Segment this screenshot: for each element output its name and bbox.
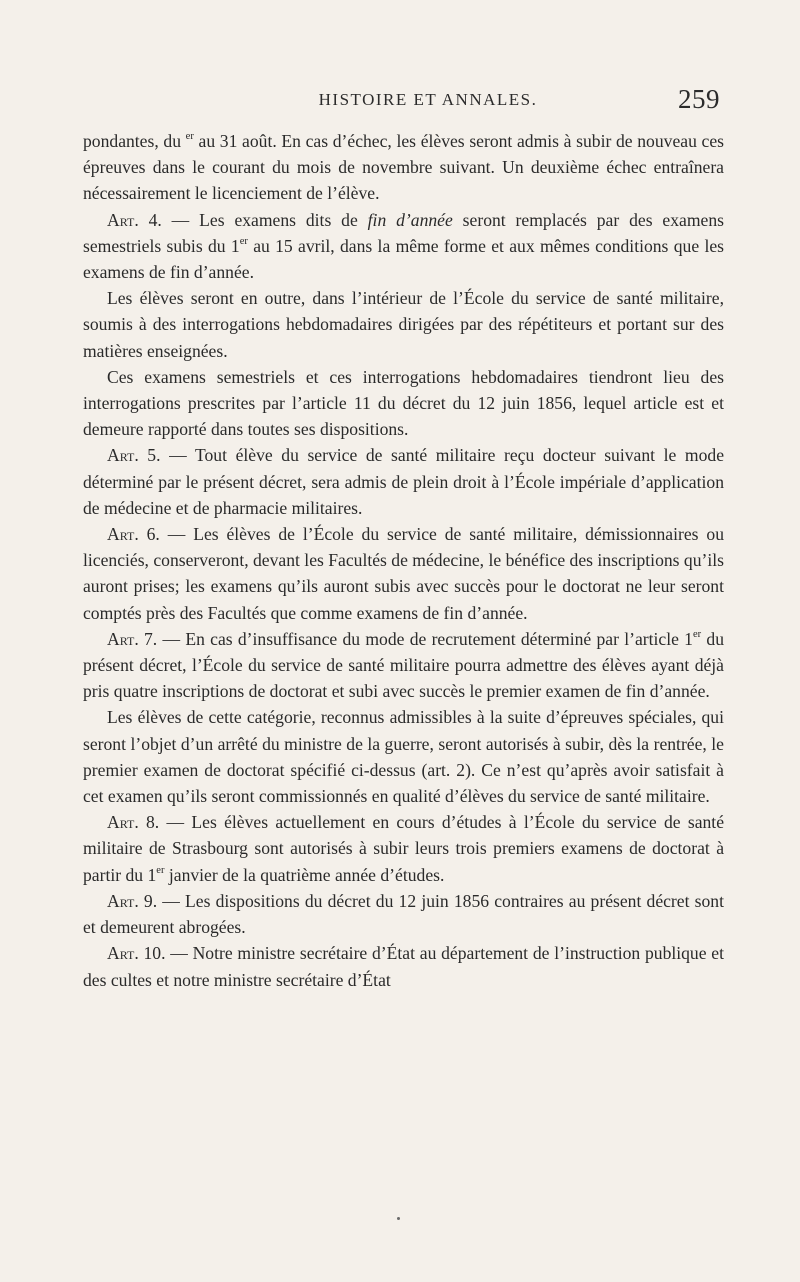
text-run: pondantes, du (83, 131, 186, 151)
text-run: — Notre ministre secrétaire d’État au département de l’instruction publique et des cultes et notre ministre secrétaire d’État (83, 943, 725, 990)
article-number: Art. 7. (107, 628, 158, 649)
superscript: er (692, 629, 702, 640)
body-text (83, 128, 724, 993)
text-run: du présent décret, l’École du service de santé militaire pourra admettre des élèves ayant déjà pris quatre inscriptions de doctorat et subi avec succès le premier examen de fin d’année. (83, 628, 725, 702)
superscript: er (156, 864, 165, 876)
page-header (136, 84, 720, 124)
article-4 (83, 207, 724, 286)
paragraph-continuation (83, 128, 724, 207)
paragraph: Ces examens semestriels et ces interrogations hebdomadaires tiendront lieu des interrogations prescrites par l’article 11 du décret du 12 juin 1856, lequel article est et demeure rapporté dans toutes ses dispositions. (83, 366, 724, 440)
text-run: seront remplacés par des examens semestriels subis du 1 (83, 209, 724, 256)
paragraph: Les élèves de cette catégorie, reconnus admissibles à la suite d’épreuves spéciales, qui seront l’objet d’un arrêté du ministre de la guerre, seront autorisés à subir, dès la rentrée, le premier examen de doctorat spécifié ci-dessus (art. 2). Ce n’est qu’après avoir satisfait à cet examen qu’ils seront commissionnés en qualité d’élèves du service de santé militaire. (83, 707, 724, 807)
text-run: — Les examens dits de (161, 209, 368, 230)
text-run: janvier de la quatrième année d’études. (164, 864, 445, 885)
article-10 (83, 940, 724, 992)
article-5 (83, 442, 724, 521)
superscript: er (185, 131, 194, 143)
paragraph: Les élèves seront en outre, dans l’intérieur de l’École du service de santé militaire, soumis à des interrogations hebdomadaires dirigées par des répétiteurs et portant sur des matières enseignées. (83, 288, 724, 361)
text-run: au 31 août. En cas d’échec, les élèves seront admis à subir de nouveau ces épreuves dans le courant du mois de novembre suivant. Un deuxième échec entraînera nécessairement le licenciement de l’élève. (83, 131, 724, 204)
article-number: Art. 8. (107, 812, 160, 833)
text-run: — Les dispositions du décret du 12 juin 1856 contraires au présent décret sont et demeurent abrogées. (83, 890, 724, 938)
article-number: Art. 5. (107, 445, 161, 466)
article-number: Art. 4. (107, 209, 162, 230)
article-7 (83, 626, 724, 705)
text-run: — En cas d’insuffisance du mode de recrutement déterminé par l’article 1 (157, 628, 693, 649)
text-run: au 15 avril, dans la même forme et aux mêmes conditions que les examens de fin d’année. (83, 235, 724, 283)
superscript: er (239, 235, 248, 247)
printing-mark (397, 1217, 400, 1220)
text-run: — Les élèves actuellement en cours d’études à l’École du service de santé militaire de Strasbourg sont autorisés à subir leurs trois premiers examens de doctorat à partir du 1 (83, 812, 724, 885)
page-number: 259 (678, 84, 720, 114)
article-8 (83, 809, 724, 888)
article-6 (83, 521, 724, 626)
article-number: Art. 6. (107, 524, 160, 545)
text-run: — Les élèves de l’École du service de santé militaire, démissionnaires ou licenciés, conserveront, devant les Facultés de médecine, le bénéfice des inscriptions qu’ils auront prises; les examens qu’ils auront subis avec succès pour le doctorat ne leur seront comptés près des Facultés que comme examens de fin d’année. (83, 524, 725, 623)
italic-text: fin d’année (367, 209, 453, 230)
running-head: HISTOIRE ET ANNALES. (318, 90, 538, 109)
article-number: Art. 10. (107, 943, 166, 964)
article-9 (83, 888, 724, 940)
text-run: — Tout élève du service de santé militaire reçu docteur suivant le mode déterminé par le présent décret, sera admis de plein droit à l’École impériale d’application de médecine et de pharmacie militaires. (83, 445, 724, 518)
article-number: Art. 9. (107, 890, 158, 911)
